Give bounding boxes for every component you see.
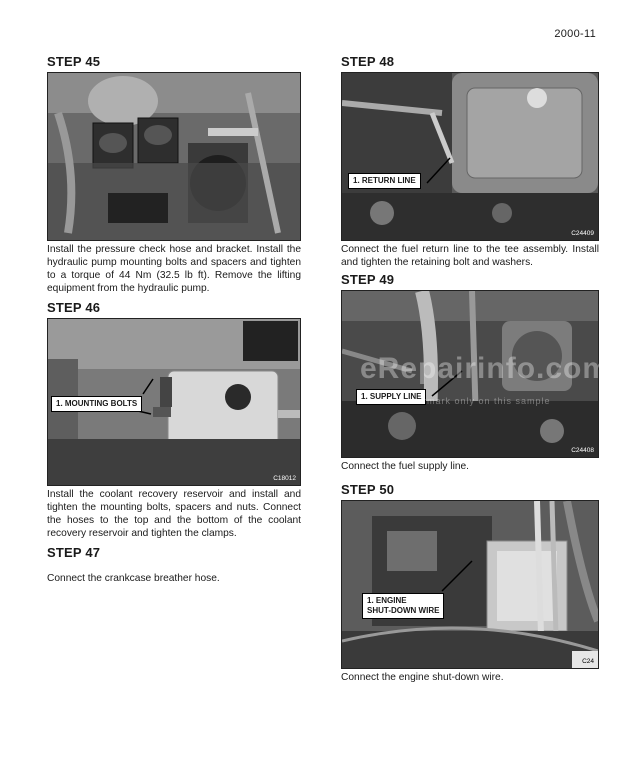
step-50-photo-art [342, 501, 598, 668]
step-50-callout-line1: 1. ENGINE [367, 596, 407, 605]
step-50-photo-code: C24 [582, 658, 594, 665]
step-50-title: STEP 50 [341, 482, 395, 497]
step-48-photo-code: C24409 [571, 230, 594, 237]
step-45-title: STEP 45 [47, 54, 101, 69]
step-49-title: STEP 49 [341, 272, 395, 287]
step-50-photo [341, 500, 599, 669]
step-50-caption: Connect the engine shut-down wire. [341, 672, 504, 683]
step-50-callout-line2: SHUT-DOWN WIRE [367, 606, 440, 615]
step-49-photo-code: C24408 [571, 447, 594, 454]
step-47-caption: Connect the crankcase breather hose. [47, 573, 220, 584]
watermark-subtext: watermark only on this sample [400, 396, 551, 406]
step-45-caption: Install the pressure check hose and bracket. Install the hydraulic pump mounting bolts and spacers and tighten to a torque of 44 Nm (32.5 lb ft). Remove the lifting equipment from the hydraulic pump. [47, 244, 301, 294]
step-50 [341, 482, 599, 684]
page-number: 2000-11 [554, 28, 596, 40]
step-45-photo-art [48, 73, 300, 240]
step-49-caption: Connect the fuel supply line. [341, 461, 469, 472]
step-50-callout [362, 593, 444, 619]
step-46-callout: 1. MOUNTING BOLTS [51, 396, 142, 412]
step-48-photo-art [342, 73, 598, 240]
step-47 [47, 545, 301, 585]
step-49-photo-art [342, 291, 598, 457]
step-46-photo [47, 318, 301, 486]
step-48-caption: Connect the fuel return line to the tee assembly. Install and tighten the retaining bolt and washers. [341, 244, 599, 268]
step-46-photo-code: C18012 [273, 475, 296, 482]
watermark-text: eRepairinfo.com [360, 352, 611, 385]
step-48-callout: 1. RETURN LINE [348, 173, 421, 189]
step-49-photo [341, 290, 599, 458]
step-45 [47, 54, 301, 295]
step-48-photo [341, 72, 599, 241]
step-49-callout: 1. SUPPLY LINE [356, 389, 426, 405]
step-49 [341, 272, 599, 473]
step-48 [341, 54, 599, 269]
step-48-title: STEP 48 [341, 54, 395, 69]
step-46 [47, 300, 301, 540]
step-45-photo [47, 72, 301, 241]
step-46-caption: Install the coolant recovery reservoir and install and tighten the mounting bolts, spacers and nuts. Connect the hoses to the top and the bottom of the coolant recovery reservoir and tighten the clamps. [47, 489, 301, 539]
step-46-title: STEP 46 [47, 300, 101, 315]
step-47-title: STEP 47 [47, 545, 101, 560]
